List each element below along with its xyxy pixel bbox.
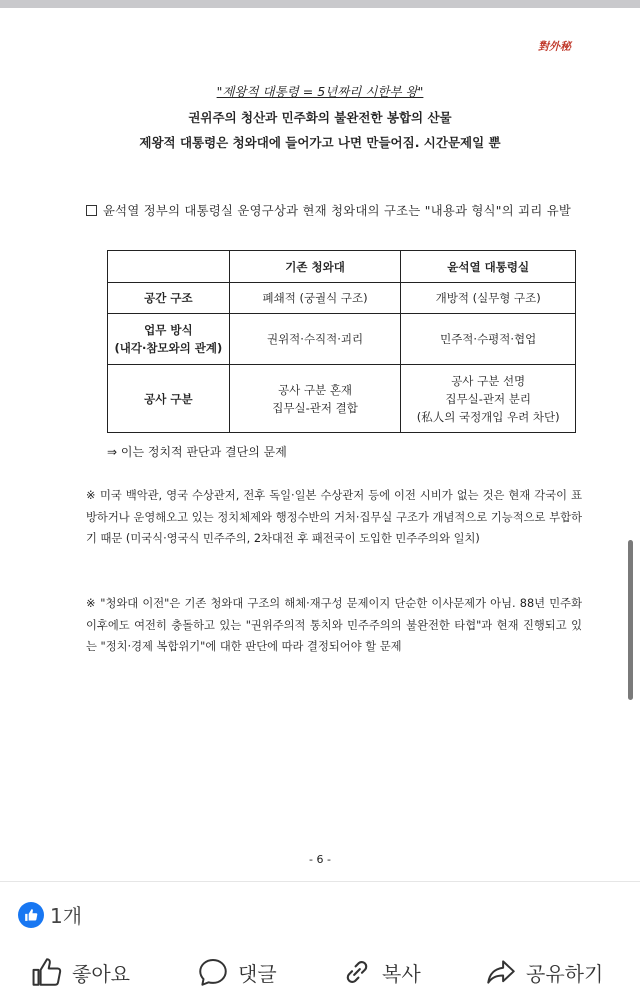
table-cell xyxy=(229,365,401,433)
table-cell xyxy=(229,283,401,314)
page-number: - 6 - xyxy=(309,853,331,866)
checkbox-square-icon xyxy=(86,205,97,216)
document-title: "제왕적 대통령 = 5년짜리 시한부 왕" xyxy=(216,84,424,99)
copy-label: 복사 xyxy=(382,961,421,986)
like-button[interactable] xyxy=(30,952,130,992)
comment-label: 댓글 xyxy=(238,961,277,986)
conclusion-text: ⇒ 이는 정치적 판단과 결단의 문제 xyxy=(107,445,287,459)
row-label-text: 공간 구조 xyxy=(144,291,193,305)
social-bar xyxy=(0,881,640,1007)
comparison-table xyxy=(107,250,576,433)
table-cell xyxy=(401,365,576,433)
table-row xyxy=(108,365,576,433)
row-label-text: 업무 방식 xyxy=(144,323,193,337)
table-header-row xyxy=(108,251,576,283)
table-header-cell xyxy=(108,251,230,283)
cell-text: 개방적 (실무형 구조) xyxy=(435,291,541,305)
cell-text: 공사 구분 선명 xyxy=(451,373,526,388)
action-row xyxy=(0,952,640,992)
like-count-text: 1개 xyxy=(50,904,83,928)
share-button[interactable] xyxy=(484,952,603,992)
row-label-subtext: (내각·참모와의 관계) xyxy=(114,341,223,355)
cell-text: 집무실-관저 결합 xyxy=(272,400,358,415)
link-icon xyxy=(340,955,374,989)
share-arrow-icon xyxy=(484,955,518,989)
table-header-cell: 기존 청와대 xyxy=(229,251,401,283)
confidential-stamp: 對外秘 xyxy=(538,40,571,53)
comment-button[interactable] xyxy=(196,952,277,992)
note-paragraph: ※ 미국 백악관, 영국 수상관저, 전후 독일·일본 수상관저 등에 이전 시비가 없는 것은 현재 각국이 표방하거나 운영해오고 있는 정치체제와 행정수반의 거처·집무실 구조가 개념적으로 기능적으로 부합하기 때문 (미국식·영국식 민주주의, 2차대전 후 패전국이 도입한 민주주의와 일치) xyxy=(86,489,582,545)
cell-text: 권위적·수직적·괴리 xyxy=(266,332,364,346)
like-reaction-icon xyxy=(18,902,44,928)
table-header-cell: 윤석열 대통령실 xyxy=(401,251,576,283)
cell-text: 공사 구분 혼재 xyxy=(278,382,353,397)
row-label-text: 공사 구분 xyxy=(144,391,193,406)
table-cell xyxy=(401,283,576,314)
table-row xyxy=(108,283,576,314)
section-heading-text: 윤석열 정부의 대통령실 운영구상과 현재 청와대의 구조는 "내용과 형식"의 괴리 유발 xyxy=(103,204,572,218)
scrollbar-thumb[interactable] xyxy=(628,540,633,700)
table-row xyxy=(108,314,576,365)
cell-text: 폐쇄적 (궁궐식 구조) xyxy=(262,291,368,305)
row-label xyxy=(108,314,230,365)
top-bar xyxy=(0,0,640,8)
cell-text: 민주적·수평적·협업 xyxy=(440,332,537,346)
row-label xyxy=(108,283,230,314)
thumbs-up-icon xyxy=(30,955,64,989)
section-heading xyxy=(86,200,581,222)
like-count[interactable] xyxy=(18,900,82,929)
like-label: 좋아요 xyxy=(72,961,130,986)
table-cell xyxy=(401,314,576,365)
note-paragraph: ※ "청와대 이전"은 기존 청와대 구조의 해체·재구성 문제이지 단순한 이사문제가 아님. 88년 민주화 이후에도 여전히 충돌하고 있는 "권위주의적 통치와 민주주의의 불완전한 타협"과 현재 진행되고 있는 "정치·경제 복합위기"에 대한 판단에 따라 결정되어야 할 문제 xyxy=(86,597,582,653)
cell-text: 집무실-관저 분리 xyxy=(445,391,531,406)
document-subtitle: 권위주의 청산과 민주화의 불완전한 봉합의 산물 xyxy=(188,110,452,125)
row-label xyxy=(108,365,230,433)
comment-bubble-icon xyxy=(196,955,230,989)
share-label: 공유하기 xyxy=(526,961,604,986)
table-cell xyxy=(229,314,401,365)
copy-button[interactable] xyxy=(340,952,421,992)
cell-text: (私人의 국정개입 우려 차단) xyxy=(416,409,560,424)
document-subtitle-2: 제왕적 대통령은 청와대에 들어가고 나면 만들어짐. 시간문제일 뿐 xyxy=(139,135,501,150)
